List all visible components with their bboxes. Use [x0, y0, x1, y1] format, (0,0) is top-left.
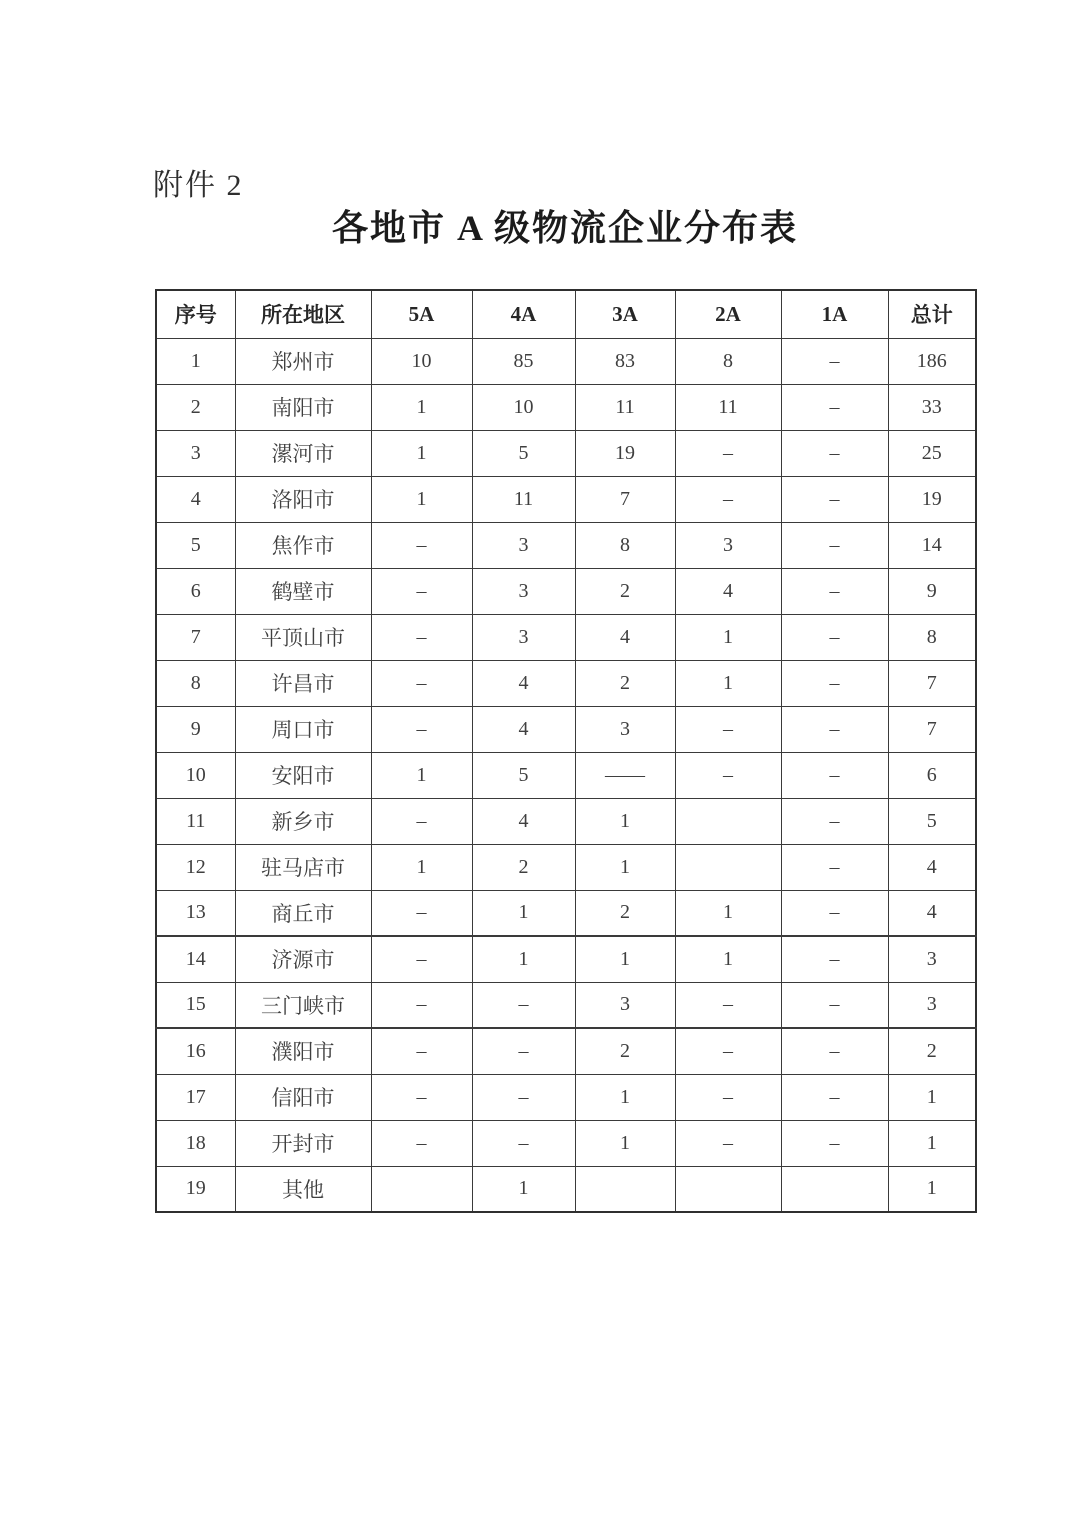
table-cell	[575, 1166, 675, 1212]
table-cell: –	[781, 1120, 888, 1166]
table-row	[156, 384, 976, 430]
table-cell: 漯河市	[235, 430, 371, 476]
table-cell: 2	[575, 660, 675, 706]
table-cell: 1	[888, 1120, 976, 1166]
table-cell: –	[371, 798, 472, 844]
table-cell: 3	[888, 982, 976, 1028]
table-cell: 1	[888, 1074, 976, 1120]
table-cell: –	[371, 982, 472, 1028]
table-cell: 5	[156, 522, 235, 568]
table-cell: 其他	[235, 1166, 371, 1212]
table-cell: –	[371, 1074, 472, 1120]
table-cell: 8	[156, 660, 235, 706]
table-cell: –	[675, 1074, 781, 1120]
table-cell: 洛阳市	[235, 476, 371, 522]
table-cell: 12	[156, 844, 235, 890]
table-cell: –	[781, 798, 888, 844]
column-header: 序号	[156, 290, 235, 338]
table-cell: –	[371, 1120, 472, 1166]
table-row	[156, 1120, 976, 1166]
table-row	[156, 476, 976, 522]
table-cell: –	[781, 890, 888, 936]
table-header-row	[156, 290, 976, 338]
table-cell: 8	[575, 522, 675, 568]
table-cell: 驻马店市	[235, 844, 371, 890]
table-cell: 南阳市	[235, 384, 371, 430]
table-cell: 1	[371, 752, 472, 798]
table-cell: 8	[888, 614, 976, 660]
table-cell: 1	[575, 844, 675, 890]
table-cell: 2	[575, 568, 675, 614]
table-cell: –	[781, 982, 888, 1028]
table-cell: 平顶山市	[235, 614, 371, 660]
table-cell: –	[472, 1120, 575, 1166]
table-cell: 3	[888, 936, 976, 982]
table-cell: 13	[156, 890, 235, 936]
table-cell: 10	[371, 338, 472, 384]
table-cell: 11	[156, 798, 235, 844]
table-cell: 2	[575, 1028, 675, 1074]
table-row	[156, 430, 976, 476]
table-cell: 4	[472, 706, 575, 752]
table-cell: 11	[675, 384, 781, 430]
table-cell: 1	[472, 1166, 575, 1212]
table-cell: –	[781, 660, 888, 706]
table-cell: –	[371, 936, 472, 982]
table-cell: 1	[675, 614, 781, 660]
table-cell: 19	[156, 1166, 235, 1212]
table-row	[156, 1028, 976, 1074]
table-cell	[781, 1166, 888, 1212]
table-row	[156, 1166, 976, 1212]
table-cell: –	[781, 1028, 888, 1074]
table-cell: –	[371, 660, 472, 706]
column-header: 3A	[575, 290, 675, 338]
table-cell: 2	[575, 890, 675, 936]
table-cell: –	[675, 430, 781, 476]
column-header: 4A	[472, 290, 575, 338]
table-row	[156, 1074, 976, 1120]
table-cell: 周口市	[235, 706, 371, 752]
table-cell: –	[781, 476, 888, 522]
table-cell: 9	[888, 568, 976, 614]
table-cell: 4	[156, 476, 235, 522]
table-cell: 1	[371, 476, 472, 522]
table-cell: 商丘市	[235, 890, 371, 936]
table-cell: –	[472, 982, 575, 1028]
table-cell: 2	[888, 1028, 976, 1074]
table-cell: 10	[156, 752, 235, 798]
table-cell: –	[472, 1074, 575, 1120]
table-row	[156, 614, 976, 660]
table-cell: 5	[472, 752, 575, 798]
table-cell: 3	[156, 430, 235, 476]
column-header: 5A	[371, 290, 472, 338]
table-cell: –	[781, 752, 888, 798]
table-cell: –	[675, 1120, 781, 1166]
table-cell: 7	[575, 476, 675, 522]
table-cell: –	[371, 522, 472, 568]
table-cell: 安阳市	[235, 752, 371, 798]
column-header: 所在地区	[235, 290, 371, 338]
table-row	[156, 798, 976, 844]
table-cell	[675, 1166, 781, 1212]
table-cell: 新乡市	[235, 798, 371, 844]
table-cell: 10	[472, 384, 575, 430]
table-cell: 14	[888, 522, 976, 568]
table-cell: 3	[575, 982, 675, 1028]
table-row	[156, 522, 976, 568]
table-cell: –	[371, 568, 472, 614]
table-cell: 5	[472, 430, 575, 476]
table-cell: 7	[888, 706, 976, 752]
table-cell: –	[781, 1074, 888, 1120]
table-cell: 1	[675, 660, 781, 706]
table-cell: 7	[156, 614, 235, 660]
table-cell: 1	[675, 890, 781, 936]
table-cell: –	[371, 1028, 472, 1074]
table-cell: 3	[472, 614, 575, 660]
table-cell: 4	[675, 568, 781, 614]
table-cell: 9	[156, 706, 235, 752]
table-cell: 2	[472, 844, 575, 890]
table-cell: 16	[156, 1028, 235, 1074]
table-cell: 33	[888, 384, 976, 430]
table-cell: 17	[156, 1074, 235, 1120]
table-cell: 19	[575, 430, 675, 476]
table-cell: 1	[575, 1120, 675, 1166]
table-row	[156, 936, 976, 982]
table-cell: –	[371, 890, 472, 936]
table-cell: 8	[675, 338, 781, 384]
table-cell: 1	[675, 936, 781, 982]
table-cell: –	[675, 752, 781, 798]
table-cell: –	[781, 522, 888, 568]
distribution-table	[155, 289, 977, 1213]
table-cell: –	[675, 1028, 781, 1074]
table-cell: 三门峡市	[235, 982, 371, 1028]
table-cell: –	[781, 384, 888, 430]
table-cell: 7	[888, 660, 976, 706]
attachment-label: 附件 2	[153, 169, 244, 202]
table-cell: 1	[472, 890, 575, 936]
table-cell: 焦作市	[235, 522, 371, 568]
table-cell: 19	[888, 476, 976, 522]
table-cell	[675, 798, 781, 844]
table-cell: ——	[575, 752, 675, 798]
table-cell: 鹤壁市	[235, 568, 371, 614]
table-cell: –	[781, 568, 888, 614]
table-cell: 1	[575, 936, 675, 982]
table-cell: 14	[156, 936, 235, 982]
table-cell: 6	[888, 752, 976, 798]
table-cell: 4	[472, 660, 575, 706]
table-cell: –	[781, 844, 888, 890]
table-cell: 2	[156, 384, 235, 430]
table-cell: 信阳市	[235, 1074, 371, 1120]
table-cell: 4	[888, 844, 976, 890]
table-cell: 4	[472, 798, 575, 844]
table-cell: 4	[575, 614, 675, 660]
table-cell: –	[371, 614, 472, 660]
table-cell: 濮阳市	[235, 1028, 371, 1074]
table-cell: –	[675, 706, 781, 752]
table-row	[156, 660, 976, 706]
page-title: 各地市 A 级物流企业分布表	[331, 208, 798, 248]
table-cell: –	[675, 982, 781, 1028]
table-cell: 3	[675, 522, 781, 568]
table-cell: 1	[371, 384, 472, 430]
table-cell: 11	[575, 384, 675, 430]
table-cell: 3	[575, 706, 675, 752]
table-cell: 11	[472, 476, 575, 522]
table-cell: 郑州市	[235, 338, 371, 384]
table-cell: 6	[156, 568, 235, 614]
table-cell: 1	[472, 936, 575, 982]
table-cell: 186	[888, 338, 976, 384]
column-header: 1A	[781, 290, 888, 338]
table-row	[156, 982, 976, 1028]
table-row	[156, 752, 976, 798]
table-body	[156, 338, 976, 1212]
table-cell: 1	[371, 844, 472, 890]
table-cell: 许昌市	[235, 660, 371, 706]
column-header: 总计	[888, 290, 976, 338]
table-cell: –	[781, 430, 888, 476]
table-cell: –	[781, 338, 888, 384]
table-cell: –	[675, 476, 781, 522]
table-cell	[371, 1166, 472, 1212]
table-cell: 济源市	[235, 936, 371, 982]
table-cell: 4	[888, 890, 976, 936]
table-cell: 25	[888, 430, 976, 476]
table-cell: 1	[156, 338, 235, 384]
table-cell: –	[781, 936, 888, 982]
table-cell: 1	[371, 430, 472, 476]
table-cell: 3	[472, 568, 575, 614]
table-row	[156, 844, 976, 890]
table-row	[156, 568, 976, 614]
table-cell: 1	[575, 798, 675, 844]
table-cell: –	[781, 706, 888, 752]
table-cell: –	[472, 1028, 575, 1074]
table-cell: 3	[472, 522, 575, 568]
table-cell: 83	[575, 338, 675, 384]
table-row	[156, 890, 976, 936]
column-header: 2A	[675, 290, 781, 338]
table-cell: 1	[888, 1166, 976, 1212]
table-cell: 开封市	[235, 1120, 371, 1166]
table-row	[156, 338, 976, 384]
table-cell: –	[371, 706, 472, 752]
table-cell: 15	[156, 982, 235, 1028]
table-cell: 5	[888, 798, 976, 844]
table-cell: 85	[472, 338, 575, 384]
table-cell: 1	[575, 1074, 675, 1120]
table-cell	[675, 844, 781, 890]
table-cell: 18	[156, 1120, 235, 1166]
table-cell: –	[781, 614, 888, 660]
table-row	[156, 706, 976, 752]
